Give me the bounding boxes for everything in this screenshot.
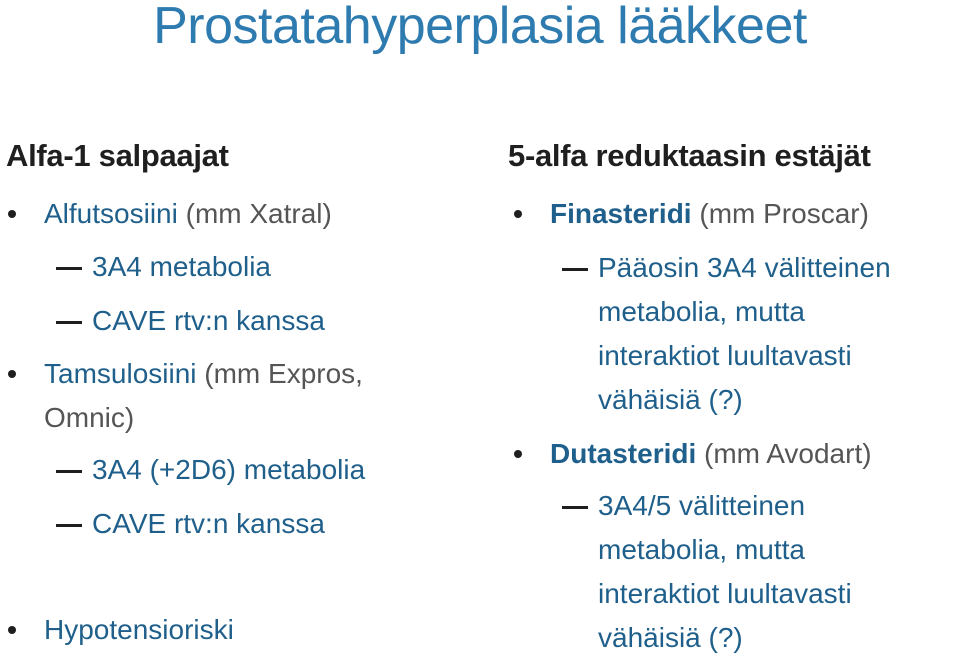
drug-detail: (mm Expros, [196, 358, 363, 389]
drug-name: Tamsulosiini [44, 358, 197, 389]
drug-detail: (mm Proscar) [691, 198, 869, 229]
sub-item-text: 3A4 (+2D6) metabolia [92, 454, 366, 485]
sub-item-line: interaktiot luultavasti [598, 340, 852, 371]
drug-name: Finasteridi [550, 198, 692, 229]
dash-icon [562, 268, 588, 271]
sub-item-line: vähäisiä (?) [598, 384, 743, 415]
list-item-finasteridi [550, 192, 869, 236]
right-heading: 5-alfa reduktaasin estäjät [508, 138, 871, 173]
drug-name: Dutasteridi [550, 438, 697, 469]
sub-item-line: metabolia, mutta [598, 296, 805, 327]
bullet-icon [8, 626, 16, 634]
dash-icon [56, 321, 82, 324]
sub-item-text: CAVE rtv:n kanssa [92, 305, 325, 336]
sub-item-text: 3A4 metabolia [92, 251, 272, 282]
sub-item-line: vähäisiä (?) [598, 622, 743, 653]
drug-detail-continued: Omnic) [44, 402, 135, 433]
left-heading: Alfa-1 salpaajat [6, 138, 229, 173]
sub-item [92, 299, 325, 343]
sub-item [92, 448, 365, 492]
item-text: Hypotensioriski [44, 614, 234, 645]
drug-detail: (mm Xatral) [177, 198, 332, 229]
page-title: Prostatahyperplasia lääkkeet [153, 0, 807, 55]
sub-item-text: CAVE rtv:n kanssa [92, 508, 325, 539]
sub-item [598, 246, 891, 422]
sub-item [92, 502, 325, 546]
dash-icon [56, 524, 82, 527]
sub-item [598, 484, 852, 660]
sub-item-line: metabolia, mutta [598, 534, 805, 565]
list-item-dutasteridi [550, 432, 872, 476]
drug-detail: (mm Avodart) [696, 438, 872, 469]
sub-item [92, 245, 271, 289]
sub-item-line: Pääosin 3A4 välitteinen [598, 252, 891, 283]
bullet-icon [514, 210, 522, 218]
bullet-icon [8, 210, 16, 218]
dash-icon [56, 267, 82, 270]
list-item-alfutsosiini [44, 192, 332, 236]
drug-name: Alfutsosiini [44, 198, 178, 229]
dash-icon [562, 506, 588, 509]
sub-item-line: 3A4/5 välitteinen [598, 490, 806, 521]
bullet-icon [514, 450, 522, 458]
dash-icon [56, 470, 82, 473]
list-item-tamsulosiini [44, 352, 363, 440]
list-item-hypotensioriski [44, 608, 234, 652]
sub-item-line: interaktiot luultavasti [598, 578, 852, 609]
bullet-icon [8, 370, 16, 378]
